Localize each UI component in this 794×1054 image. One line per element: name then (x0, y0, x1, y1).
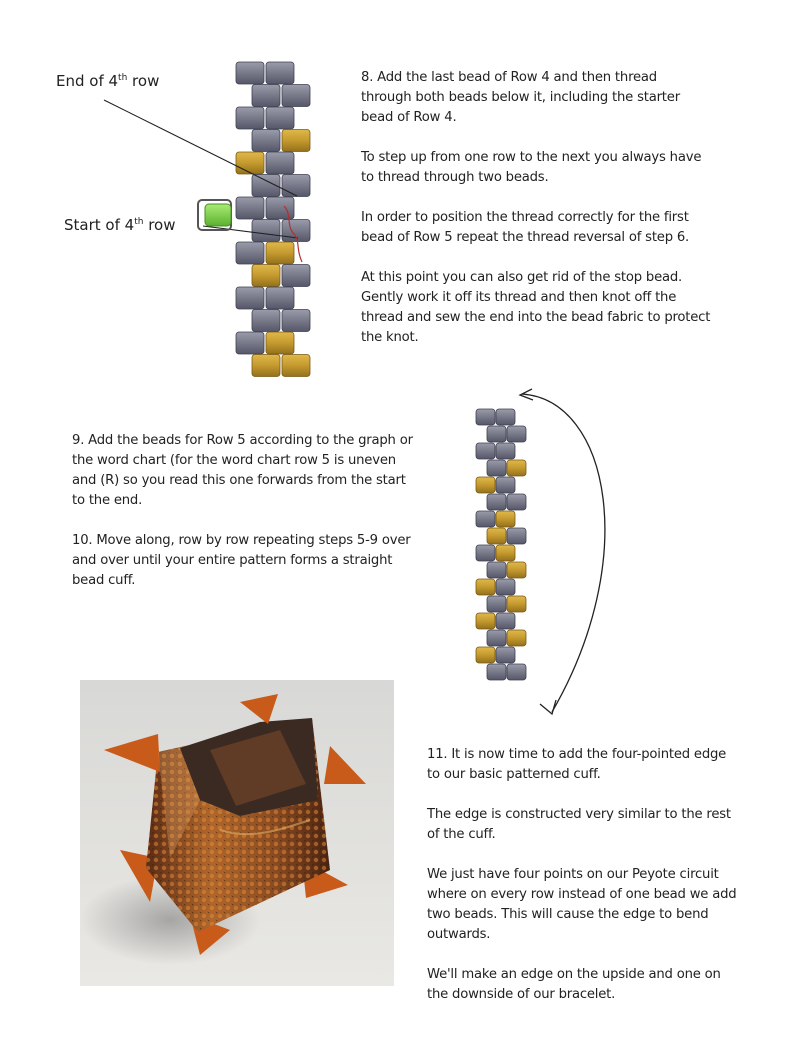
grey-bead (487, 630, 506, 646)
arrow-tail-icon (540, 700, 556, 714)
gold-bead (282, 355, 310, 377)
grey-bead (266, 107, 294, 129)
grey-bead (476, 545, 495, 561)
gold-bead (507, 630, 526, 646)
grey-bead (236, 62, 264, 84)
grey-bead (496, 613, 515, 629)
grey-bead (487, 562, 506, 578)
step-11-paragraph: We just have four points on our Peyote circuit where on every row instead of one bead we add two beads. This will cause the edge to bend outwards. (427, 867, 737, 942)
gold-bead (266, 242, 294, 264)
grey-bead (282, 310, 310, 332)
grey-bead (507, 494, 526, 510)
grey-bead (282, 85, 310, 107)
grey-bead (282, 175, 310, 197)
gold-bead (496, 511, 515, 527)
end-of-4th-row-label: End of 4th row (56, 72, 160, 90)
step-9-paragraph: 9. Add the beads for Row 5 according to the graph or the word chart (for the word chart row 5 is uneven and (R) so you read this one forwards from the start to the end. (72, 433, 413, 508)
stop-bead-icon (198, 200, 231, 230)
step-8-paragraph: At this point you can also get rid of the stop bead. Gently work it off its thread and then knot off the thread and sew the end into the bead fabric to protect the knot. (361, 270, 711, 345)
gold-bead (266, 332, 294, 354)
grey-bead (496, 443, 515, 459)
bead-diagram-middle (476, 409, 526, 680)
grey-bead (252, 130, 280, 152)
step-11-paragraph: We'll make an edge on the upside and one on the downside of our bracelet. (427, 967, 721, 1002)
grey-bead (496, 477, 515, 493)
gold-bead (476, 477, 495, 493)
grey-bead (236, 287, 264, 309)
grey-bead (496, 647, 515, 663)
step-8-paragraph: In order to position the thread correctly for the first bead of Row 5 repeat the thread reversal of step 6. (361, 210, 690, 245)
gold-bead (252, 355, 280, 377)
gold-bead (496, 545, 515, 561)
grey-bead (476, 443, 495, 459)
grey-bead (236, 107, 264, 129)
gold-bead (507, 562, 526, 578)
grey-bead (487, 460, 506, 476)
grey-bead (487, 494, 506, 510)
grey-bead (252, 220, 280, 242)
step-8-paragraph: To step up from one row to the next you always have to thread through two beads. (361, 150, 702, 185)
gold-bead (252, 265, 280, 287)
curved-arrow-icon (522, 394, 605, 712)
bead-diagram-top (236, 62, 310, 377)
grey-bead (507, 426, 526, 442)
grey-bead (266, 152, 294, 174)
beaded-box-photo (80, 680, 394, 986)
grey-bead (476, 409, 495, 425)
grey-bead (266, 287, 294, 309)
gold-bead (476, 579, 495, 595)
gold-bead (507, 460, 526, 476)
grey-bead (266, 197, 294, 219)
grey-bead (282, 265, 310, 287)
grey-bead (507, 664, 526, 680)
grey-bead (476, 511, 495, 527)
gold-bead (476, 647, 495, 663)
step-10-paragraph: 10. Move along, row by row repeating steps 5-9 over and over until your entire pattern forms a straight bead cuff. (72, 533, 411, 588)
grey-bead (236, 197, 264, 219)
grey-bead (236, 332, 264, 354)
beaded-box-image (80, 680, 394, 986)
gold-bead (476, 613, 495, 629)
grey-bead (252, 310, 280, 332)
gold-bead (282, 130, 310, 152)
grey-bead (507, 528, 526, 544)
grey-bead (496, 409, 515, 425)
grey-bead (236, 242, 264, 264)
gold-bead (487, 528, 506, 544)
grey-bead (252, 85, 280, 107)
step-11-paragraph: 11. It is now time to add the four-pointed edge to our basic patterned cuff. (427, 747, 727, 782)
grey-bead (496, 579, 515, 595)
step-11-paragraph: The edge is constructed very similar to the rest of the cuff. (427, 807, 731, 842)
gold-bead (236, 152, 264, 174)
grey-bead (487, 664, 506, 680)
step-8-paragraph: 8. Add the last bead of Row 4 and then thread through both beads below it, including the starter bead of Row 4. (361, 70, 680, 125)
gold-bead (507, 596, 526, 612)
start-of-4th-row-label: Start of 4th row (64, 216, 176, 234)
grey-bead (487, 596, 506, 612)
grey-bead (487, 426, 506, 442)
grey-bead (266, 62, 294, 84)
